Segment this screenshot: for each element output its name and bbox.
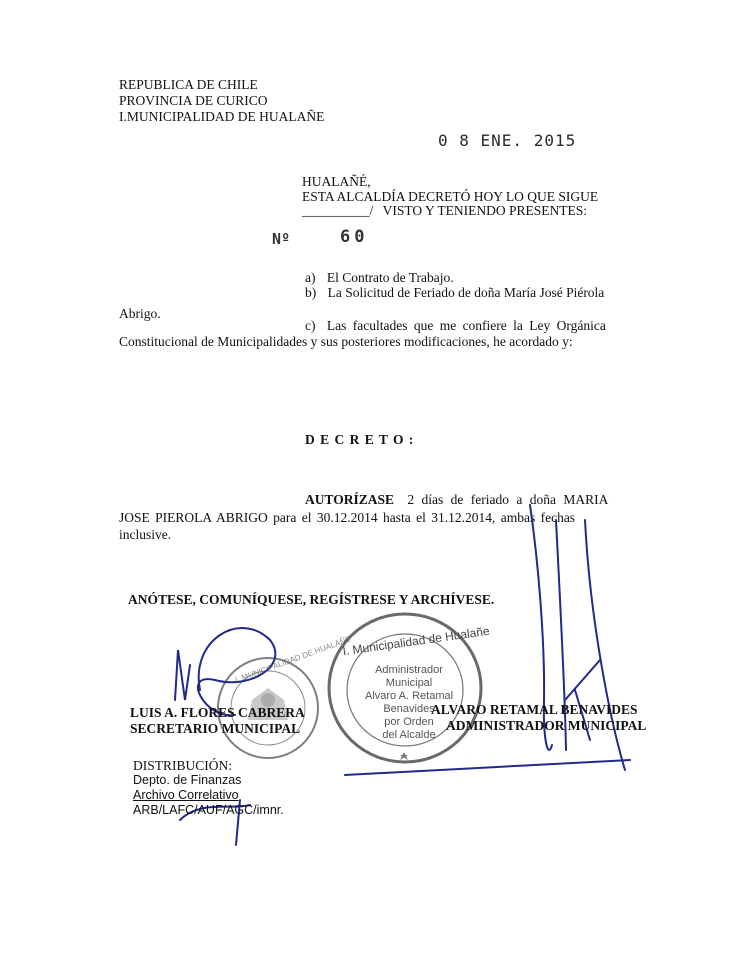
secretary-title: SECRETARIO MUNICIPAL — [130, 721, 301, 736]
consideration-b-text: La Solicitud de Feriado de doña María José Piérola — [327, 285, 605, 300]
consideration-b-marker: b) — [305, 285, 317, 300]
consideration-a-marker: a) — [305, 270, 316, 285]
decree-number-label: Nº — [272, 230, 291, 248]
consideration-b-continuation: Abrigo. — [119, 306, 161, 321]
stamp-line-4: Benavides — [383, 703, 435, 715]
administrator-title: ADMINISTRADOR MUNICIPAL — [446, 718, 647, 733]
stamp-arc-text: I. Municipalidad de Hualañe — [341, 623, 491, 659]
visto-text: VISTO Y TENIENDO PRESENTES: — [382, 203, 588, 218]
stamp-line-1: Administrador — [375, 664, 443, 676]
signature-left — [130, 705, 305, 737]
place-name: HUALAÑÉ, — [302, 174, 371, 189]
distribution-title: DISTRIBUCIÓN: — [133, 758, 233, 773]
decree-statement: ESTA ALCALDÍA DECRETÓ HOY LO QUE SIGUE — [302, 189, 599, 204]
decree-keyword: AUTORÍZASE — [305, 492, 395, 507]
consideration-c-text: Las facultades que me confiere la Ley Orgánica — [326, 318, 606, 333]
stamp-line-5: por Orden — [384, 716, 434, 728]
header-municipality: I.MUNICIPALIDAD DE HUALAÑE — [119, 109, 325, 124]
date-stamp: 0 8 ENE. 2015 — [438, 131, 577, 150]
header-province: PROVINCIA DE CURICO — [119, 93, 268, 108]
distribution-initials: ARB/LAFC/AUF/AGC/imnr. — [133, 803, 284, 817]
closing-formula: ANÓTESE, COMUNÍQUESE, REGÍSTRESE Y ARCHÍVESE. — [128, 592, 495, 607]
stamp-line-3: Alvaro A. Retamal — [365, 690, 454, 702]
decree-body-line2: JOSE PIEROLA ABRIGO para el 30.12.2014 hasta el 31.12.2014, ambas fechas — [119, 510, 576, 525]
distribution-list — [133, 773, 284, 818]
decree-title: D E C R E T O : — [305, 432, 415, 447]
stamp-line-6: del Alcalde — [382, 729, 436, 741]
distribution-item-archive: Archivo Correlativo — [133, 788, 239, 802]
header-country: REPUBLICA DE CHILE — [119, 77, 258, 92]
distribution-block — [133, 758, 232, 773]
decree-body-line1-rest: 2 días de feriado a doña MARIA — [407, 492, 609, 507]
consideration-c-continuation: Constitucional de Municipalidades y sus posteriores modificaciones, he acordado y: — [119, 334, 573, 349]
blank-field: __________/ — [302, 203, 374, 218]
stamp-line-2: Municipal — [385, 677, 433, 689]
consideration-c-marker: c) — [305, 318, 316, 333]
decree-number-value: 60 — [340, 227, 369, 247]
distribution-item-finance: Depto. de Finanzas — [133, 773, 242, 787]
administrator-name: ALVARO RETAMAL BENAVIDES — [431, 702, 638, 717]
secretary-name: LUIS A. FLORES CABRERA — [130, 705, 305, 720]
signature-right — [400, 702, 646, 734]
decree-body-line3: inclusive. — [119, 527, 172, 542]
consideration-a-text: El Contrato de Trabajo. — [326, 270, 454, 285]
seal-left-text: I. MUNICIPALIDAD DE HUALAÑE — [234, 634, 352, 685]
